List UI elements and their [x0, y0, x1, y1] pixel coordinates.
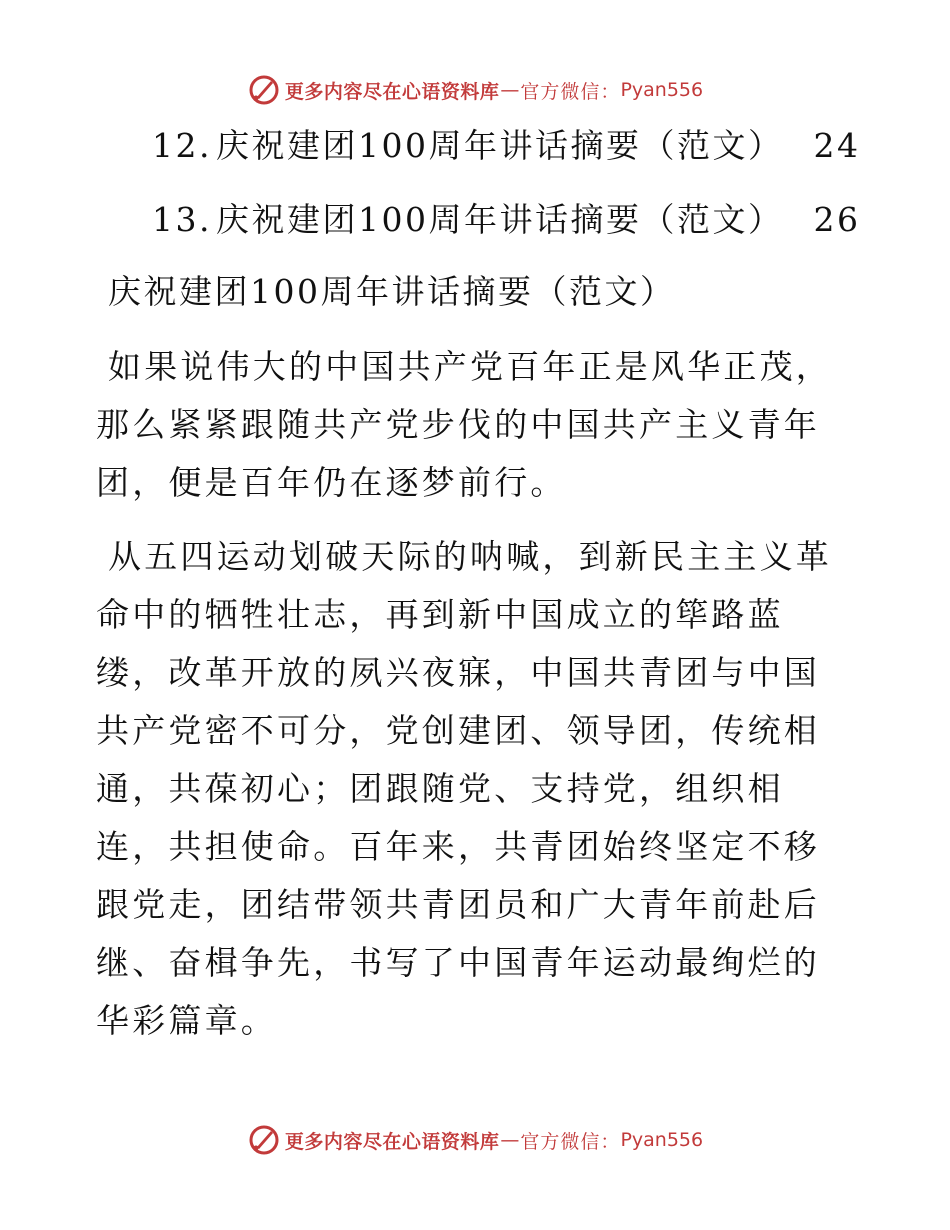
toc-entry-page: 26 — [813, 200, 861, 239]
footer-banner — [0, 1120, 950, 1160]
toc-entry-title: 庆祝建团100周年讲话摘要（范文） — [215, 126, 784, 165]
toc-entry[interactable] — [152, 200, 860, 240]
banner-wechat-id: Pyan556 — [620, 1129, 704, 1151]
toc-entry-number: 12. — [152, 126, 212, 165]
banner-site-text: 更多内容尽在心语资料库 — [284, 1130, 500, 1153]
banner-wechat-label: 官方微信： — [520, 80, 621, 103]
banner-wechat-label: 官方微信： — [520, 1130, 621, 1153]
toc-entry-number: 13. — [152, 200, 212, 239]
quill-logo-icon — [247, 73, 281, 107]
article-heading: 庆祝建团100周年讲话摘要（范文） — [108, 272, 676, 311]
toc-entry-page: 24 — [813, 126, 861, 165]
quill-logo-icon — [247, 1123, 281, 1157]
article-paragraph: 从五四运动划破天际的呐喊，到新民主主义革命中的牺牲壮志，再到新中国成立的筚路蓝缕，改革开放的夙兴夜寐，中国共青团与中国共产党密不可分，党创建团、领导团，传统相通，共葆初心；团跟随党、支持党，组织相连，共担使命。百年来，共青团始终坚定不移跟党走，团结带领共青团员和广大青年前赴后继、奋楫争先，书写了中国青年运动最绚烂的华彩篇章。 — [96, 537, 832, 1040]
banner-dash: — — [500, 79, 520, 101]
header-banner — [0, 70, 950, 110]
toc-entry-title: 庆祝建团100周年讲话摘要（范文） — [215, 200, 784, 239]
toc-entry[interactable] — [152, 126, 860, 166]
banner-site-text: 更多内容尽在心语资料库 — [284, 80, 500, 103]
banner-dash: — — [500, 1129, 520, 1151]
banner-wechat-id: Pyan556 — [620, 79, 704, 101]
article-paragraph: 如果说伟大的中国共产党百年正是风华正茂，那么紧紧跟随共产党步伐的中国共产主义青年团，便是百年仍在逐梦前行。 — [96, 347, 832, 502]
